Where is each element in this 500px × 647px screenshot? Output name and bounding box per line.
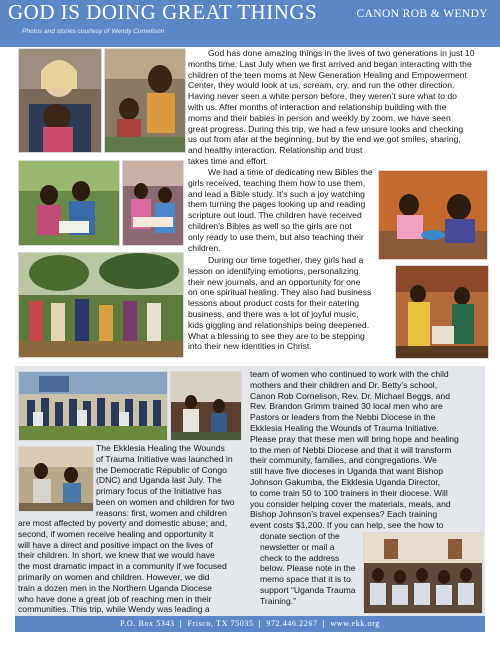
photo-women-cooking <box>395 265 489 359</box>
photo-girls-with-bibles <box>122 160 184 246</box>
photo-training-session <box>170 371 242 441</box>
byline: CANON ROB & WENDY <box>356 8 488 20</box>
footer-city: Frisco, TX 75035 <box>187 619 254 628</box>
footer-separator: | <box>256 619 264 628</box>
story-bottom-intro: The Ekklesia Healing the Wounds of Trauma Initiative was launched in the Democratic Republic of Congo (DNC) and Uganda last July. The primary focus of the Initiative has been on women and children for two reasons: first, women and children <box>96 443 235 518</box>
photo-credit: Photos and stories courtesy of Wendy Cornelison <box>22 28 165 35</box>
story-top-paragraph-2: We had a time of dedicating new Bibles the girls received, teaching them how to use them, and lead a Bible study. It’s such a joy watching them turning the pages looking up and reading scripture out loud. The children have received children’s Bibles as well so the girls are not only ready to use them, but also teaching their children. <box>188 167 373 253</box>
photo-men-seated <box>18 446 94 512</box>
header-banner <box>0 0 500 47</box>
footer-phone: 972.446.2267 <box>266 619 318 628</box>
footer-separator: | <box>177 619 185 628</box>
story-bottom-right-column: team of women who continued to work with the child mothers and their children and Dr. Betty’s school, Canon Rob Cornelison, Rev. Dr. Michael Beggs, and Rev. Brandon Grimm trained 30 local men who are Pastors or leaders from the Nebbi Diocese in the Ekklesia Healing the Wounds of Trauma Initiative. Please pray that these men will bring hope and healing to the men of Nebbi Diocese and that it will transform their community, families, and congregations. We still have five dioceses in Uganda that want Bishop Johnson Gakumba, the Ekklesia Uganda Director, to come train 50 to 100 trainers in their diocese. Will you consider helping cover the materials, meals, and Bishop Johnson’s travel expenses? Each training event costs $1,200. If you can help, see the how to <box>250 369 459 531</box>
story-bottom-donate-note: donate section of the newsletter or mail a check to the address below. Please note in the memo space that it is to support “Uganda Trauma Training.” <box>260 531 356 606</box>
page-title: GOD IS DOING GREAT THINGS <box>8 0 318 24</box>
photo-children-reading <box>18 160 120 246</box>
photo-woman-holding-baby <box>18 48 102 153</box>
photo-child-with-bowl <box>378 170 488 260</box>
photo-mother-child-group <box>104 48 186 153</box>
photo-outdoor-gathering <box>18 252 184 358</box>
photo-trainees-group <box>18 371 168 441</box>
footer-pobox: P.O. Box 5343 <box>120 619 175 628</box>
footer-contact-bar <box>15 616 485 632</box>
story-top-paragraph-1: God has done amazing things in the lives of two generations in just 10 months time. Last July when we first arrived and began interacting with the children of the teen moms at New Generation Healing and Empowerment Center, they would look at us, scream, cry, and run the other direction. Having never seen a white person before, they weren’t sure what to do with us. After months of interaction and relationship building with the moms and their babies in person and weekly by zoom, we have seen great progress. During this trip, we had a few unsure looks and checking us out from afar at the beginning, but by the end we got smiles, sharing, and healthy interaction. Relationship and trust takes time and effort. <box>188 48 475 166</box>
story-top-paragraph-3: During our time together, they girls had a lesson on identifying emotions, personalizing their new journals, and an opportunity for one on one spiritual healing. They also had business lessons about product costs for their catering business, and there was a lot of joyful music, kids giggling and relationships being deepened. What a blessing to see they are to be stepping into their new identities in Christ. <box>188 255 372 352</box>
story-bottom-left-column: are most affected by poverty and domestic abuse; and, second, if women receive healing and opportunity it will have a direct and positive impact on the lives of their children. In short, we knew that we would have the most dramatic impact in a community if we focused primarily on women and children. However, we did train a dozen men in the Northern Uganda Diocese who have done a great job of reaching men in their communities. This trip, while Wendy was leading a <box>18 518 228 615</box>
photo-classroom-men <box>363 532 483 614</box>
footer-separator: | <box>320 619 328 628</box>
footer-website-link[interactable]: www.ekk.org <box>330 619 380 628</box>
